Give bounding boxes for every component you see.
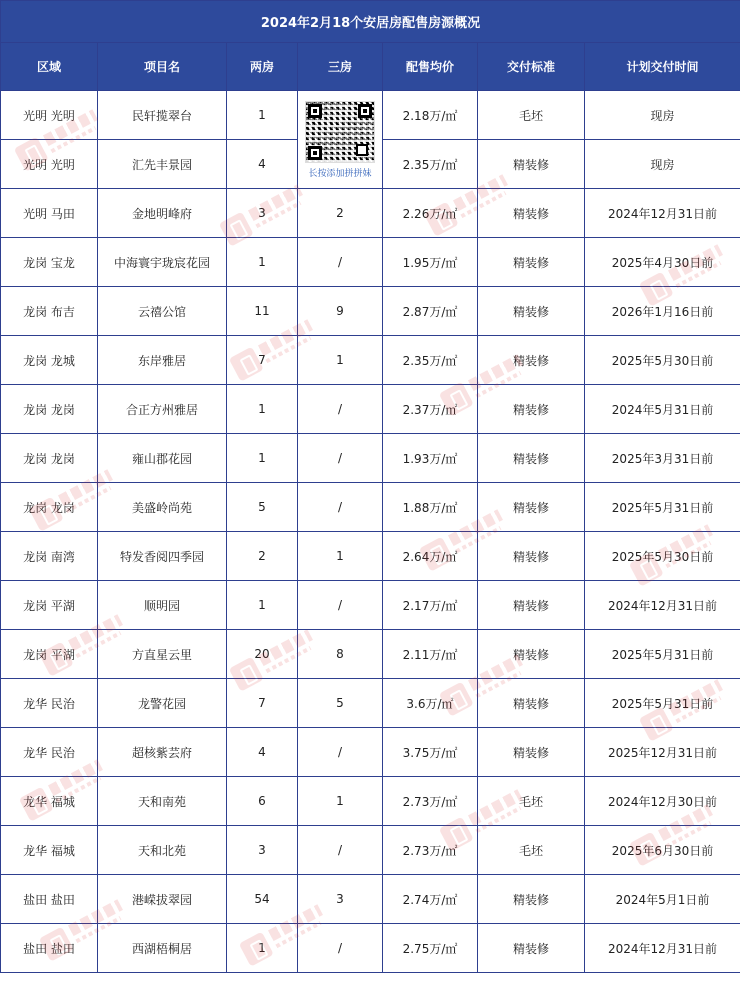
standard-cell: 精装修 [478,532,585,581]
two-room-cell: 7 [227,336,298,385]
project-name-cell: 东岸雅居 [98,336,227,385]
standard-cell: 精装修 [478,875,585,924]
table-row [1,924,740,973]
price-cell: 2.73万/㎡ [383,826,478,875]
table-row [1,238,740,287]
project-name-cell: 汇先丰景园 [98,140,227,189]
delivery-date-cell: 2024年5月31日前 [585,385,740,434]
header-row [1,43,740,91]
area-cell: 龙岗 龙岗 [1,483,98,532]
price-cell: 2.74万/㎡ [383,875,478,924]
price-cell: 1.95万/㎡ [383,238,478,287]
project-name-cell: 天和南苑 [98,777,227,826]
two-room-cell: 11 [227,287,298,336]
header-area: 区域 [1,43,98,91]
delivery-date-cell: 2024年5月1日前 [585,875,740,924]
three-room-cell: 1 [298,777,383,826]
standard-cell: 精装修 [478,483,585,532]
project-name-cell: 合正方州雅居 [98,385,227,434]
three-room-cell: / [298,238,383,287]
delivery-date-cell: 2024年12月30日前 [585,777,740,826]
project-name-cell: 龙警花园 [98,679,227,728]
project-name-cell: 雍山郡花园 [98,434,227,483]
three-room-cell: 5 [298,679,383,728]
standard-cell: 精装修 [478,238,585,287]
standard-cell: 精装修 [478,679,585,728]
table-row [1,483,740,532]
table-row [1,385,740,434]
delivery-date-cell: 2025年5月30日前 [585,336,740,385]
area-cell: 龙岗 布吉 [1,287,98,336]
three-room-cell: / [298,826,383,875]
delivery-date-cell: 2025年5月30日前 [585,532,740,581]
standard-cell: 毛坯 [478,91,585,140]
area-cell: 龙岗 宝龙 [1,238,98,287]
header-delivery-date: 计划交付时间 [585,43,740,91]
delivery-date-cell: 现房 [585,91,740,140]
two-room-cell: 1 [227,581,298,630]
table-row [1,679,740,728]
standard-cell: 精装修 [478,336,585,385]
delivery-date-cell: 2026年1月16日前 [585,287,740,336]
two-room-cell: 6 [227,777,298,826]
three-room-cell: 3 [298,875,383,924]
two-room-cell: 1 [227,924,298,973]
area-cell: 龙岗 龙岗 [1,385,98,434]
price-cell: 1.88万/㎡ [383,483,478,532]
project-name-cell: 天和北苑 [98,826,227,875]
header-three-room: 三房 [298,43,383,91]
price-cell: 1.93万/㎡ [383,434,478,483]
standard-cell: 精装修 [478,385,585,434]
project-name-cell: 超核紫芸府 [98,728,227,777]
area-cell: 光明 光明 [1,140,98,189]
delivery-date-cell: 2025年6月30日前 [585,826,740,875]
price-cell: 2.73万/㎡ [383,777,478,826]
two-room-cell: 4 [227,140,298,189]
area-cell: 龙岗 龙岗 [1,434,98,483]
price-cell: 2.35万/㎡ [383,140,478,189]
standard-cell: 精装修 [478,189,585,238]
two-room-cell: 2 [227,532,298,581]
delivery-date-cell: 现房 [585,140,740,189]
qr-caption: 长按添加拼拼妹 [308,168,372,179]
project-name-cell: 港嵘拔翠园 [98,875,227,924]
area-cell: 龙岗 平湖 [1,630,98,679]
project-name-cell: 美盛岭尚苑 [98,483,227,532]
header-delivery-standard: 交付标准 [478,43,585,91]
area-cell: 光明 光明 [1,91,98,140]
two-room-cell: 1 [227,91,298,140]
table-row [1,728,740,777]
standard-cell: 精装修 [478,630,585,679]
area-cell: 龙华 民治 [1,728,98,777]
header-avg-price: 配售均价 [383,43,478,91]
price-cell: 3.75万/㎡ [383,728,478,777]
delivery-date-cell: 2025年3月31日前 [585,434,740,483]
price-cell: 3.6万/㎡ [383,679,478,728]
qr-code-icon[interactable] [305,101,375,163]
delivery-date-cell: 2025年4月30日前 [585,238,740,287]
table-row [1,630,740,679]
delivery-date-cell: 2025年5月31日前 [585,679,740,728]
two-room-cell: 7 [227,679,298,728]
price-cell: 2.35万/㎡ [383,336,478,385]
delivery-date-cell: 2024年12月31日前 [585,581,740,630]
qr-code-block[interactable] [298,101,382,179]
two-room-cell: 3 [227,826,298,875]
delivery-date-cell: 2024年12月31日前 [585,189,740,238]
table-row [1,826,740,875]
standard-cell: 精装修 [478,728,585,777]
project-name-cell: 云禧公馆 [98,287,227,336]
area-cell: 龙岗 南湾 [1,532,98,581]
three-room-cell: 1 [298,336,383,385]
two-room-cell: 1 [227,385,298,434]
three-room-cell: / [298,483,383,532]
two-room-cell: 54 [227,875,298,924]
standard-cell: 毛坯 [478,777,585,826]
three-room-cell: 1 [298,532,383,581]
table-row [1,91,740,140]
header-two-room: 两房 [227,43,298,91]
area-cell: 龙岗 龙城 [1,336,98,385]
delivery-date-cell: 2024年12月31日前 [585,924,740,973]
price-cell: 2.18万/㎡ [383,91,478,140]
delivery-date-cell: 2025年12月31日前 [585,728,740,777]
three-room-cell: / [298,581,383,630]
price-cell: 2.37万/㎡ [383,385,478,434]
two-room-cell: 20 [227,630,298,679]
table-row [1,287,740,336]
three-room-cell: / [298,385,383,434]
area-cell: 龙华 民治 [1,679,98,728]
area-cell: 盐田 盐田 [1,924,98,973]
two-room-cell: 4 [227,728,298,777]
three-room-cell: / [298,924,383,973]
two-room-cell: 5 [227,483,298,532]
standard-cell: 毛坯 [478,826,585,875]
standard-cell: 精装修 [478,287,585,336]
delivery-date-cell: 2025年5月31日前 [585,483,740,532]
price-cell: 2.17万/㎡ [383,581,478,630]
qr-code-cell [298,91,383,189]
three-room-cell: 2 [298,189,383,238]
area-cell: 光明 马田 [1,189,98,238]
table-row [1,336,740,385]
table-body [1,91,740,973]
project-name-cell: 顺明园 [98,581,227,630]
project-name-cell: 金地明峰府 [98,189,227,238]
area-cell: 龙华 福城 [1,777,98,826]
price-cell: 2.26万/㎡ [383,189,478,238]
standard-cell: 精装修 [478,140,585,189]
project-name-cell: 方直星云里 [98,630,227,679]
price-cell: 2.75万/㎡ [383,924,478,973]
two-room-cell: 3 [227,189,298,238]
table-row [1,777,740,826]
price-cell: 2.11万/㎡ [383,630,478,679]
table-row [1,434,740,483]
two-room-cell: 1 [227,238,298,287]
project-name-cell: 中海寰宇珑宸花园 [98,238,227,287]
project-name-cell: 西湖梧桐居 [98,924,227,973]
table-row [1,581,740,630]
area-cell: 龙岗 平湖 [1,581,98,630]
three-room-cell: / [298,434,383,483]
table-row [1,189,740,238]
project-name-cell: 民轩揽翠台 [98,91,227,140]
standard-cell: 精装修 [478,581,585,630]
three-room-cell: / [298,728,383,777]
standard-cell: 精装修 [478,924,585,973]
two-room-cell: 1 [227,434,298,483]
table-title: 2024年2月18个安居房配售房源概况 [1,1,740,43]
three-room-cell: 9 [298,287,383,336]
area-cell: 盐田 盐田 [1,875,98,924]
delivery-date-cell: 2025年5月31日前 [585,630,740,679]
area-cell: 龙华 福城 [1,826,98,875]
price-cell: 2.87万/㎡ [383,287,478,336]
three-room-cell: 8 [298,630,383,679]
price-cell: 2.64万/㎡ [383,532,478,581]
header-project: 项目名 [98,43,227,91]
table-row [1,532,740,581]
table-row [1,875,740,924]
standard-cell: 精装修 [478,434,585,483]
project-name-cell: 特发香阅四季园 [98,532,227,581]
